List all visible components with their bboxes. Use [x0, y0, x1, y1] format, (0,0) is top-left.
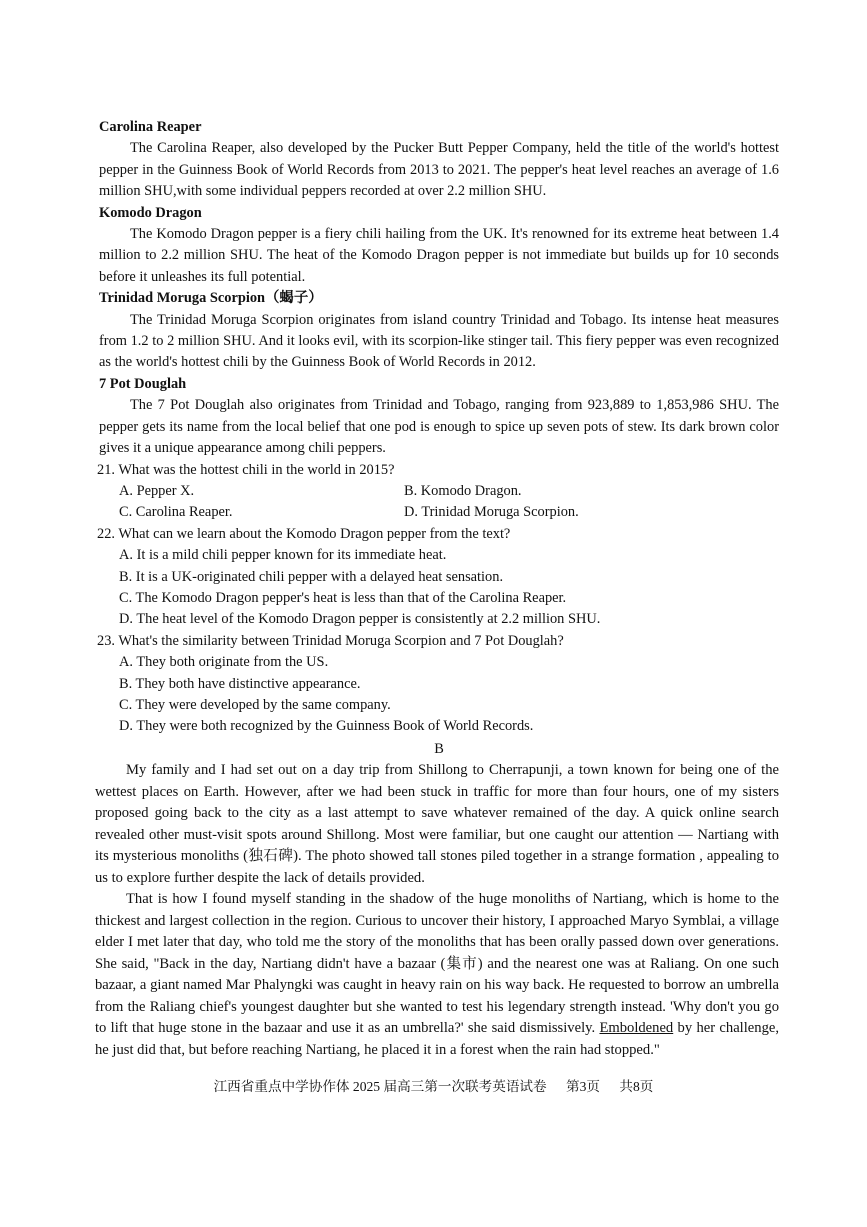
paragraph-carolina-reaper: The Carolina Reaper, also developed by the Pucker Butt Pepper Company, held the title of the world's hottest pepper in the Guinness Book of World Records from 2013 to 2021. The pepper's heat level reaches an average of 1.6 million SHU,with some individual peppers recorded at over 2.2 million SHU.	[99, 140, 779, 200]
passage-b-label: B	[434, 740, 444, 757]
page-footer	[0, 1076, 867, 1097]
question-21-option-c: C. Carolina Reaper.	[119, 504, 233, 521]
question-23-option-a: A. They both originate from the US.	[119, 654, 329, 671]
passage-b-paragraph-2-text-start: That is how I found myself standing in the shadow of the huge monoliths of Nartiang, which is home to the thickest and largest collection in the region. Curious to uncover their history, I approached Maryo Symblai, a village elder I met later that day, who told me the story of the monoliths that has been orally passed down over generations. She said, "Back in the day, Nartiang didn't have a bazaar (集市) and the nearest one was at Raliang. On one such bazaar, a giant named Mar Phalyngki was caught in heavy rain on his way back. He requested to borrow an umbrella from the Raliang chief's youngest daughter but she wanted to test his legendary strength instead. 'Why don't you go to lift that huge stone in the bazaar and use it as an umbrella?' she said dismissively.	[95, 891, 779, 1037]
question-22-option-d: D. The heat level of the Komodo Dragon pepper is consistently at 2.2 million SHU.	[119, 611, 601, 628]
question-22-option-a: A. It is a mild chili pepper known for its immediate heat.	[119, 547, 447, 564]
heading-komodo-dragon: Komodo Dragon	[99, 204, 202, 221]
question-23-stem: 23. What's the similarity between Trinidad Moruga Scorpion and 7 Pot Douglah?	[97, 632, 564, 649]
passage-b-paragraph-2-text-end: by her challenge, he just did that, but before reaching Nartiang, he placed it in a forest when the rain had stopped."	[95, 1020, 779, 1058]
heading-7-pot-douglah: 7 Pot Douglah	[99, 375, 187, 392]
question-22-stem: 22. What can we learn about the Komodo Dragon pepper from the text?	[97, 525, 511, 542]
passage-b-paragraph-1: My family and I had set out on a day trip from Shillong to Cherrapunji, a town known for being one of the wettest places on Earth. However, after we had been stuck in traffic for more than four hours, one of my sisters proposed going back to the city as a last attempt to save whatever remained of the day. A quick online search revealed other must-visit spots around Shillong. Most were familiar, but one caught our attention — Nartiang with its mysterious monoliths (独石碑). The photo showed tall stones piled together in a strange formation , appealing to us to explore further despite the lack of details provided.	[95, 762, 779, 886]
heading-carolina-reaper: Carolina Reaper	[99, 119, 202, 135]
question-22-option-c: C. The Komodo Dragon pepper's heat is less than that of the Carolina Reaper.	[119, 589, 567, 606]
question-23-option-d: D. They were both recognized by the Guinness Book of World Records.	[119, 718, 534, 735]
passage-b-paragraph-2	[95, 889, 779, 1061]
question-22-option-b: B. It is a UK-originated chili pepper with a delayed heat sensation.	[119, 568, 504, 585]
question-23-option-c: C. They were developed by the same company.	[119, 696, 391, 713]
question-21-options-row-2	[99, 502, 779, 523]
question-21-option-a: A. Pepper X.	[119, 482, 195, 499]
paragraph-komodo-dragon: The Komodo Dragon pepper is a fiery chili hailing from the UK. It's renowned for its extreme heat between 1.4 million to 2.2 million SHU. The heat of the Komodo Dragon pepper is not immediate but builds up for 10 seconds before it unleashes its full potential.	[99, 226, 779, 285]
question-21-option-d: D. Trinidad Moruga Scorpion.	[404, 504, 579, 521]
footer-exam-title: 江西省重点中学协作体 2025 届高三第一次联考英语试卷	[213, 1079, 547, 1094]
question-21-option-b: B. Komodo Dragon.	[404, 482, 522, 499]
paragraph-7-pot-douglah: The 7 Pot Douglah also originates from Trinidad and Tobago, ranging from 923,889 to 1,853,986 SHU. The pepper gets its name from the local belief that one pod is enough to spice up seven pots of stew. Its dark brown color gives it a unique appearance among chili peppers.	[99, 397, 779, 457]
question-21-stem: 21. What was the hottest chili in the world in 2015?	[97, 461, 395, 478]
heading-trinidad-moruga-scorpion: Trinidad Moruga Scorpion（蝎子）	[99, 290, 323, 307]
question-21-options-row-1	[99, 481, 779, 502]
question-23-option-b: B. They both have distinctive appearance.	[119, 675, 361, 692]
underlined-word-emboldened: Emboldened	[599, 1020, 674, 1037]
footer-page-number: 第3页	[566, 1079, 601, 1094]
page-content	[95, 117, 779, 1061]
paragraph-trinidad-moruga-scorpion: The Trinidad Moruga Scorpion originates from island country Trinidad and Tobago. Its intense heat measures from 1.2 to 2 million SHU. And it looks evil, with its scorpion-like stinger tail. This fiery pepper was even recognized as the world's hottest chili by the Guinness Book of World Records in 2012.	[99, 311, 779, 371]
footer-total-pages: 共8页	[619, 1079, 654, 1094]
